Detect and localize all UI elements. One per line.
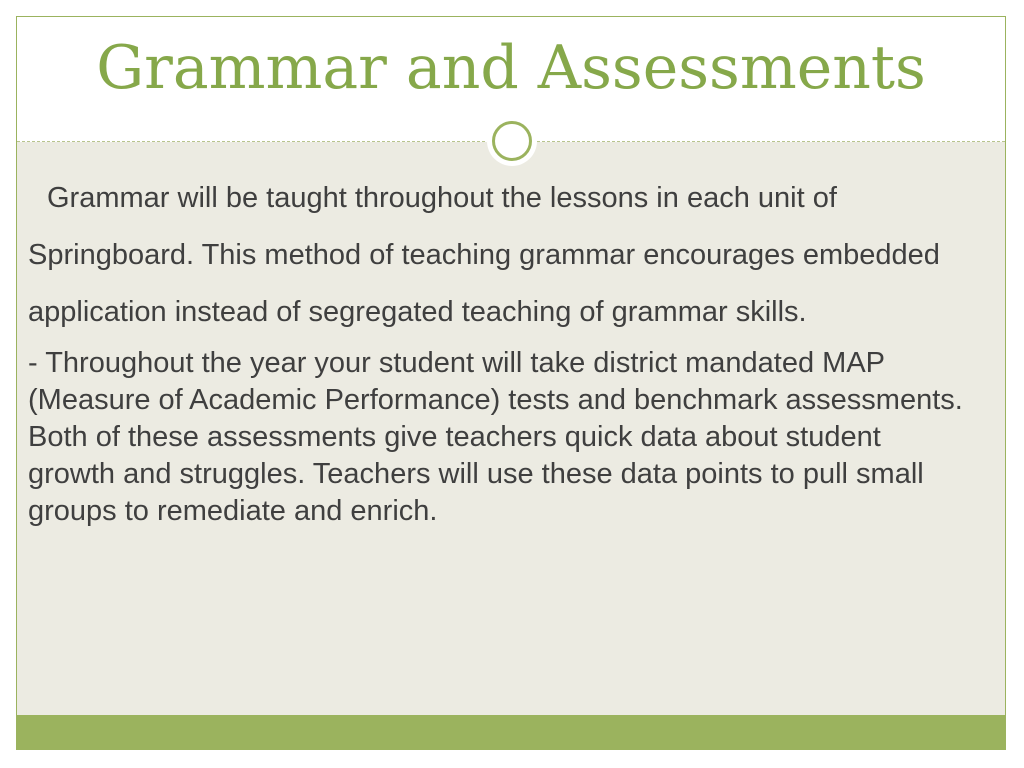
paragraph-grammar: Grammar will be taught throughout the lessons in each unit of Springboard. This method of teaching grammar encourages embedded application instead of segregated teaching of grammar skills. bbox=[28, 182, 940, 328]
body-text bbox=[28, 170, 978, 530]
circle-ring-inner bbox=[492, 121, 532, 161]
footer-bar bbox=[17, 715, 1005, 749]
paragraph-assessments: - Throughout the year your student will take district mandated MAP (Measure of Academic Performance) tests and benchmark assessments. Both of these assessments give teachers quick data about student growth and struggles. Teachers will use these data points to pull small groups to remediate and enrich. bbox=[28, 347, 963, 527]
slide-title: Grammar and Assessments bbox=[96, 33, 926, 103]
circle-ring-icon bbox=[487, 116, 537, 166]
